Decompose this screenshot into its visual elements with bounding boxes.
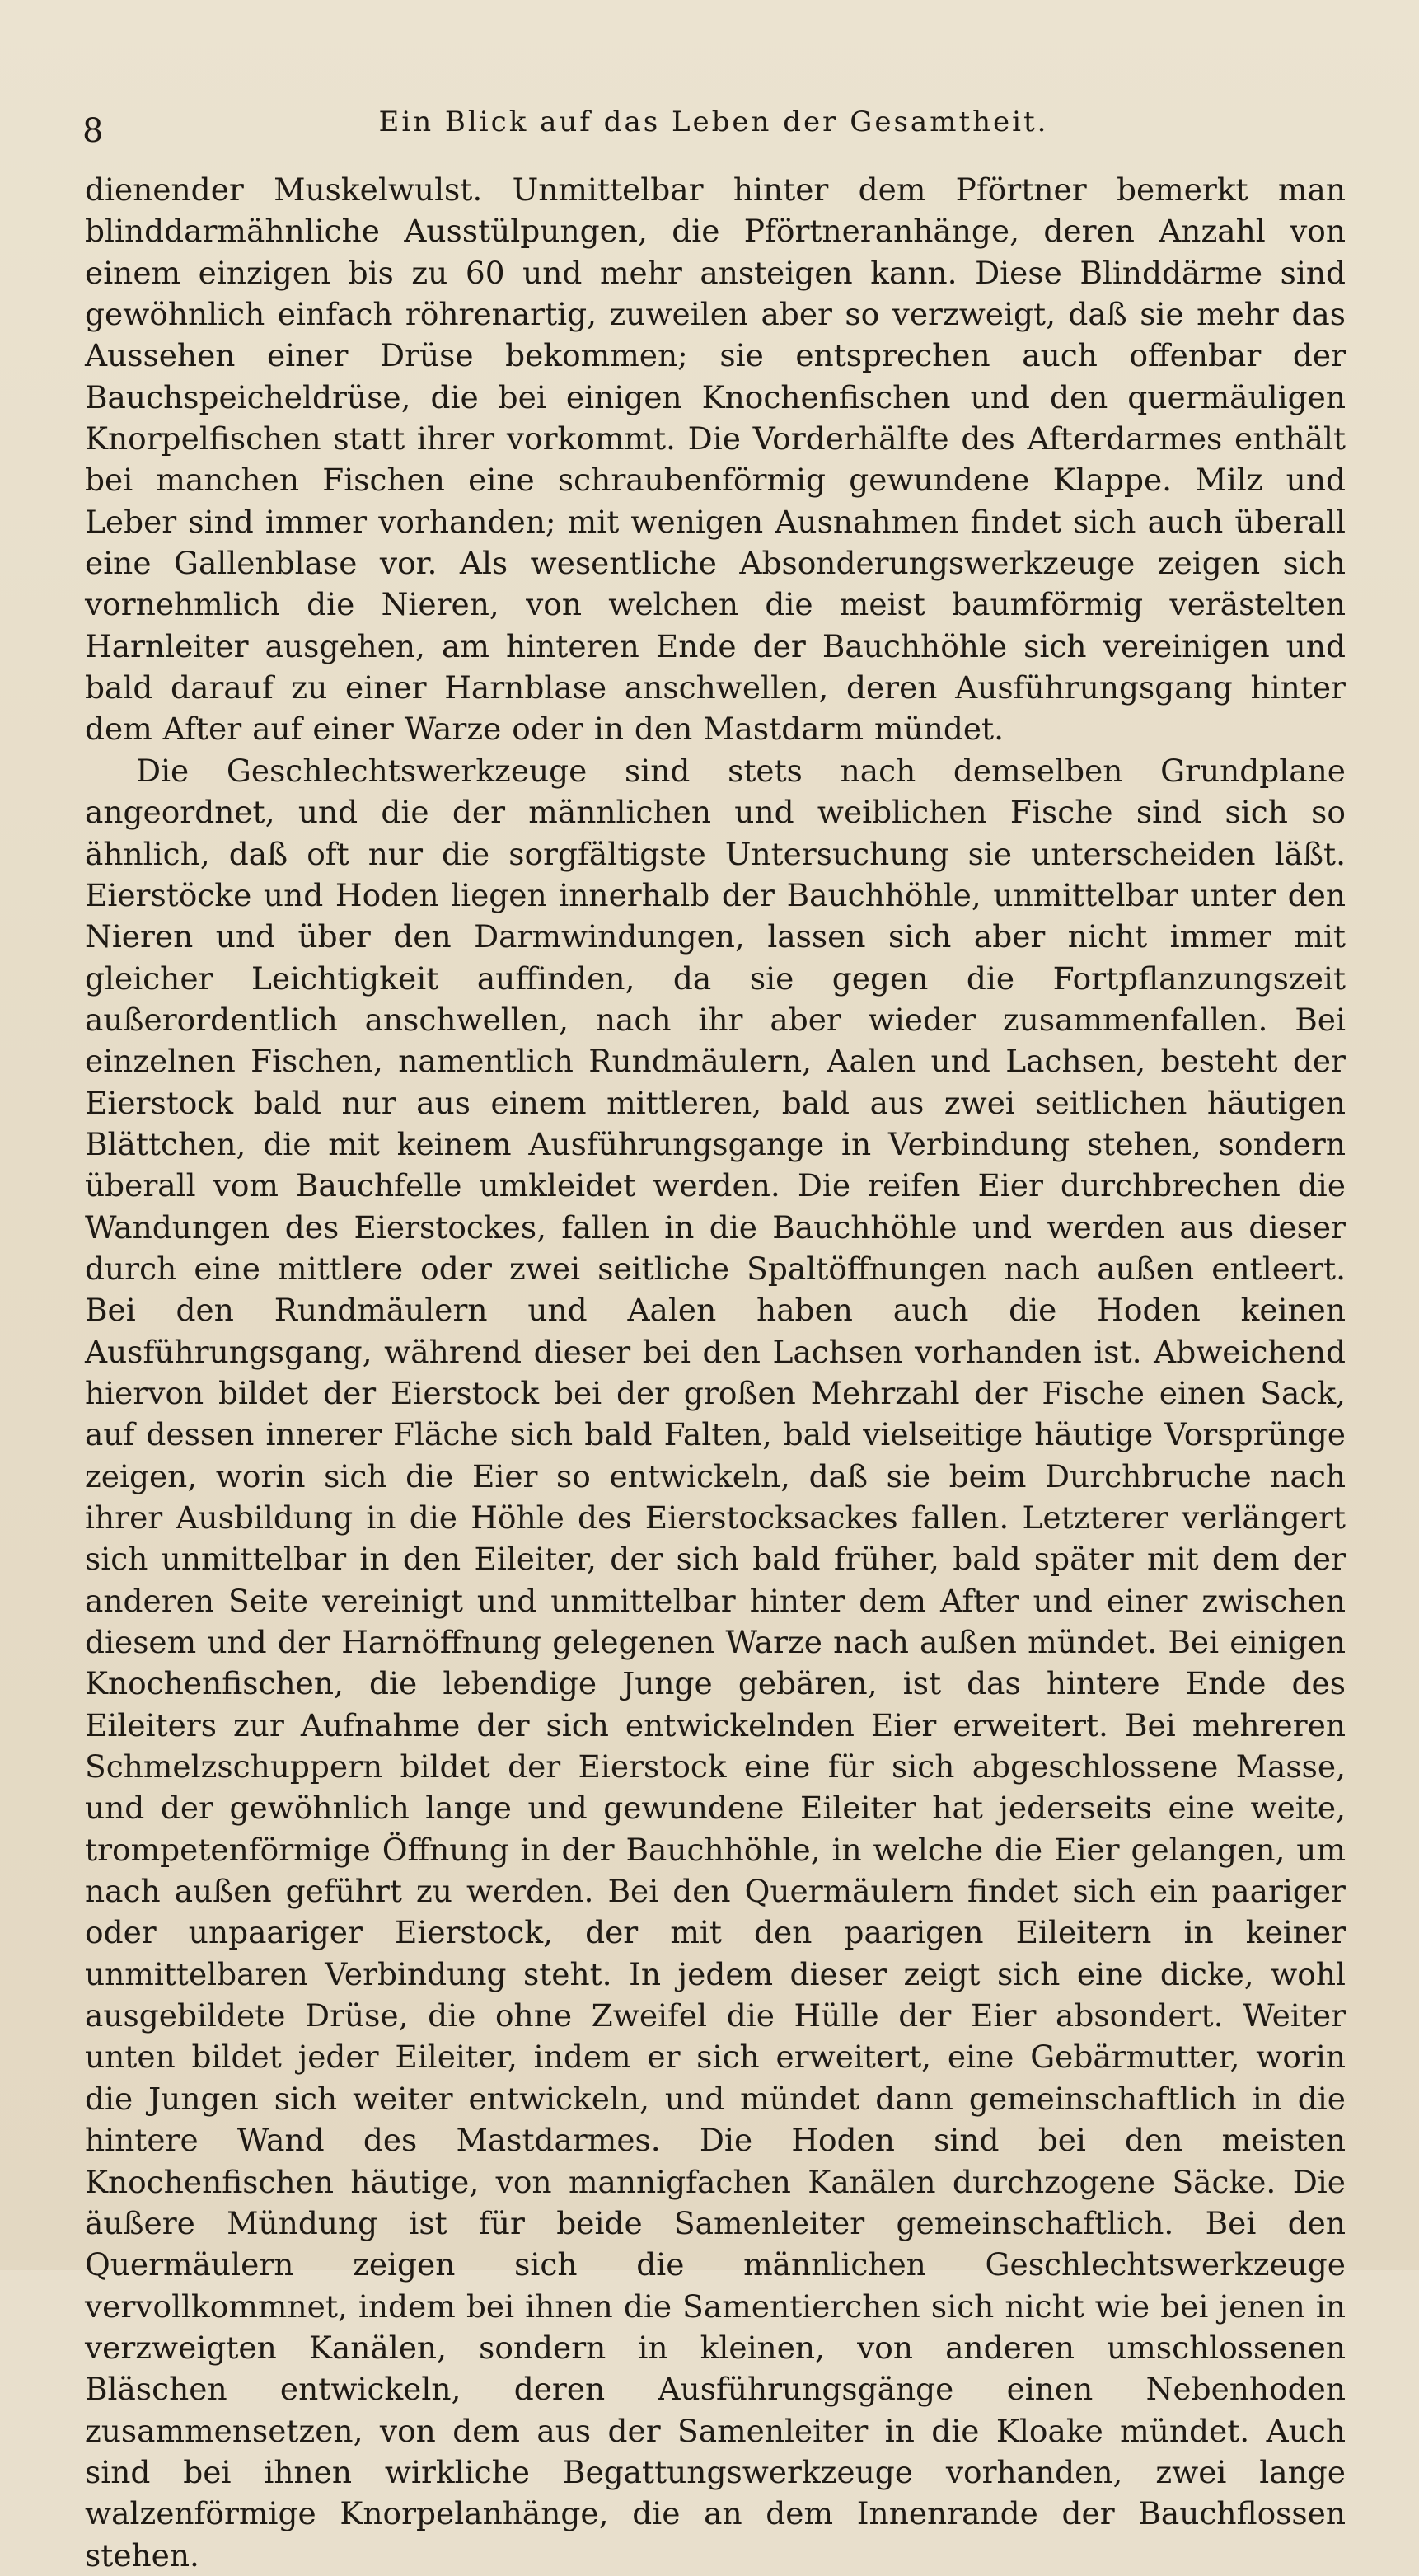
page-number: 8 xyxy=(82,112,105,150)
paragraph-2: Die Geschlechtswerkzeuge sind stets nach demselben Grundplane angeordnet, und die der männlichen und weiblichen Fische sind sich so ähnlich, daß oft nur die sorgfältigste Untersuchung sie unterscheiden läßt. Eierstöcke und Hoden liegen innerhalb der Bauchhöhle, unmittelbar unter den Nieren und über den Darmwindungen, lassen sich aber nicht immer mit gleicher Leichtigkeit auffinden, da sie gegen die Fortpflanzungszeit außerordentlich anschwellen, nach ihr aber wieder zusammenfallen. Bei einzelnen Fischen, namentlich Rundmäulern, Aalen und Lachsen, besteht der Eierstock bald nur aus einem mittleren, bald aus zwei seitlichen häutigen Blättchen, die mit keinem Ausführungsgange in Verbindung stehen, sondern überall vom Bauchfelle umkleidet werden. Die reifen Eier durchbrechen die Wandungen des Eierstockes, fallen in die Bauchhöhle und werden aus dieser durch eine mittlere oder zwei seitliche Spaltöffnungen nach außen entleert. Bei den Rundmäulern und Aalen haben auch die Hoden keinen Ausführungsgang, während dieser bei den Lachsen vorhanden ist. Abweichend hiervon bildet der Eierstock bei der großen Mehrzahl der Fische einen Sack, auf dessen innerer Fläche sich bald Falten, bald vielseitige häutige Vorsprünge zeigen, worin sich die Eier so entwickeln, daß sie beim Durchbruche nach ihrer Ausbildung in die Höhle des Eierstocksackes fallen. Letzterer verlängert sich unmittelbar in den Eileiter, der sich bald früher, bald später mit dem der anderen Seite vereinigt und unmittelbar hinter dem After und einer zwischen diesem und der Harnöffnung gelegenen Warze nach außen mündet. Bei einigen Knochenfischen, die lebendige Junge gebären, ist das hintere Ende des Eileiters zur Aufnahme der sich entwickelnden Eier erweitert. Bei mehreren Schmelzschuppern bildet der Eierstock eine für sich abgeschlossene Masse, und der gewöhnlich lange und gewundene Eileiter hat jederseits eine weite, trompetenförmige Öffnung in der Bauchhöhle, in welche die Eier gelangen, um nach außen geführt zu werden. Bei den Quermäulern findet sich ein paariger oder unpaariger Eierstock, der mit den paarigen Eileitern in keiner unmittelbaren Verbindung steht. In jedem dieser zeigt sich eine dicke, wohl ausgebildete Drüse, die ohne Zweifel die Hülle der Eier absondert. Weiter unten bildet jeder Eileiter, indem er sich erweitert, eine Gebärmutter, worin die Jungen sich weiter entwickeln, und mündet dann gemeinschaftlich in die hintere Wand des Mastdarmes. Die Hoden sind bei den meisten Knochenfischen häutige, von mannigfachen Kanälen durchzogene Säcke. Die äußere Mündung ist für beide Samenleiter gemeinschaftlich. Bei den Quermäulern zeigen sich die männlichen Geschlechtswerkzeuge vervollkommnet, indem bei ihnen die Samentierchen sich nicht wie bei jenen in verzweigten Kanälen, sondern in kleinen, von anderen umschlossenen Bläschen entwickeln, deren Ausführungsgänge einen Nebenhoden zusammensetzen, von dem aus der Samenleiter in die Kloake mündet. Auch sind bei ihnen wirkliche Begattungswerkzeuge vorhanden, zwei lange walzenförmige Knorpelanhänge, die an dem Innenrande der Bauchflossen stehen. xyxy=(85,752,1346,2574)
body-text xyxy=(85,169,1346,2576)
page-header xyxy=(82,97,1345,150)
running-title: Ein Blick auf das Leben der Gesamtheit. xyxy=(378,106,1049,138)
paragraph-1: dienender Muskelwulst. Unmittelbar hinter dem Pförtner bemerkt man blinddarmähnliche Ausstülpungen, die Pförtneranhänge, deren Anzahl von einem einzigen bis zu 60 und mehr ansteigen kann. Diese Blinddärme sind gewöhnlich einfach röhrenartig, zuweilen aber so verzweigt, daß sie mehr das Aussehen einer Drüse bekommen; sie entsprechen auch offenbar der Bauchspeicheldrüse, die bei einigen Knochenfischen und den quermäuligen Knorpelfischen statt ihrer vorkommt. Die Vorderhälfte des Afterdarmes enthält bei manchen Fischen eine schraubenförmig gewundene Klappe. Milz und Leber sind immer vorhanden; mit wenigen Ausnahmen findet sich auch überall eine Gallenblase vor. Als wesentliche Absonderungswerkzeuge zeigen sich vornehmlich die Nieren, von welchen die meist baumförmig verästelten Harnleiter ausgehen, am hinteren Ende der Bauchhöhle sich vereinigen und bald darauf zu einer Harnblase anschwellen, deren Ausführungsgang hinter dem After auf einer Warze oder in den Mastdarm mündet. xyxy=(85,171,1346,748)
